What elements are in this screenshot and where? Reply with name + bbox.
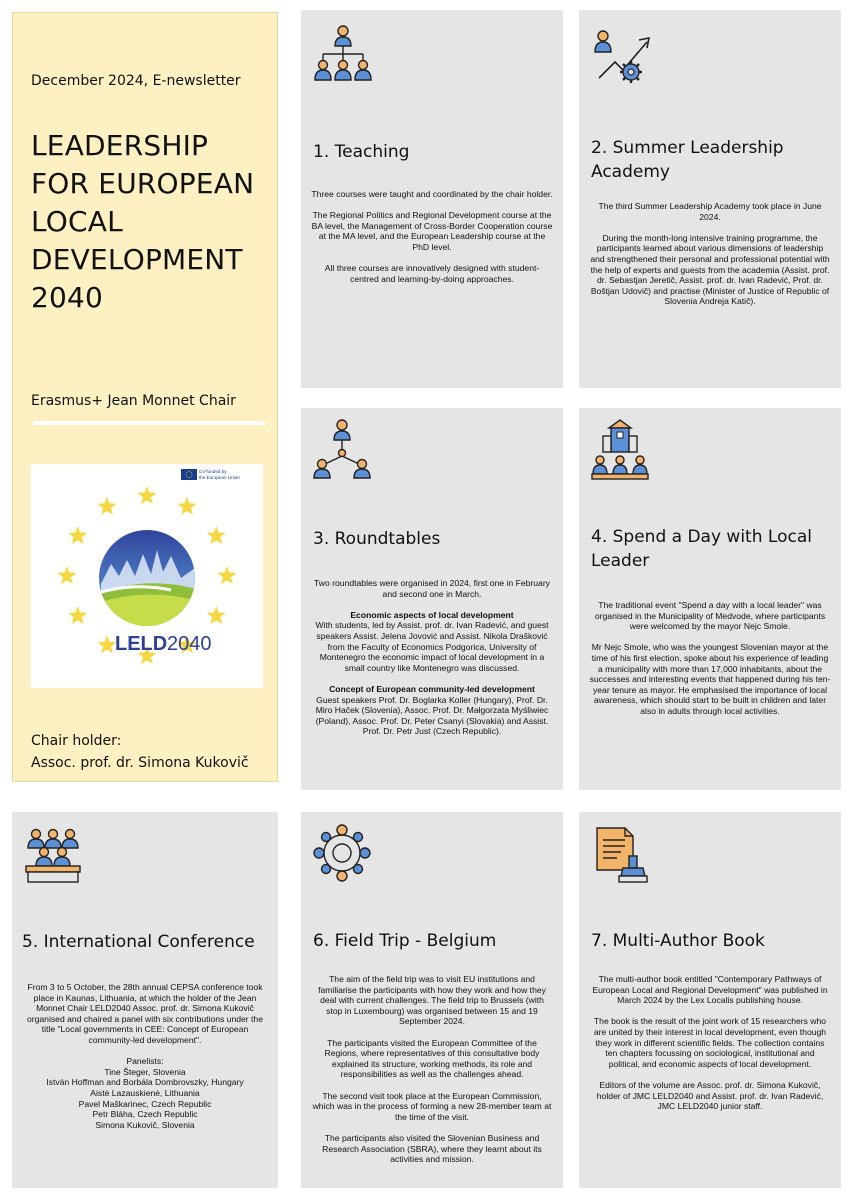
paragraph: The participants also visited the Slovenian Business and Research Association (SBRA), where they learnt about its activities and mission. — [322, 1132, 542, 1165]
city-emblem-icon — [91, 524, 211, 634]
card-title: 2. Summer Leadership Academy — [591, 138, 784, 182]
card-title: 6. Field Trip - Belgium — [313, 931, 497, 951]
card-title: 3. Roundtables — [313, 529, 441, 549]
growth-gear-icon — [593, 28, 655, 86]
star-icon — [177, 497, 196, 515]
eu-flag-icon — [181, 469, 197, 480]
conference-audience-icon — [24, 826, 82, 884]
logo-graphic — [31, 464, 263, 688]
paragraph: The Regional Politics and Regional Development course at the BA level, the Management of Cross-Border Cooperation course at the MA level, and the European Leadership course at the PhD level. — [311, 210, 553, 252]
paragraph: All three courses are innovatively designed with student-centred and learning-by-doing approaches. — [324, 263, 540, 284]
panelist-item: Simona Kukovič, Slovenia — [95, 1119, 195, 1130]
card-international-conference — [12, 812, 278, 1188]
card-body — [589, 974, 831, 1112]
card-body — [589, 201, 831, 307]
eu-funding-line1: Co-funded by — [199, 469, 227, 474]
paragraph: Three courses were taught and coordinated by the chair holder. — [311, 189, 553, 199]
newsletter-subtitle: Erasmus+ Jean Monnet Chair — [31, 393, 236, 409]
paragraph: From 3 to 5 October, the 28th annual CEPSA conference took place in Kaunas, Lithuania, at which the holder of the Jean Monnet Chair LELD2040 Assoc. prof. dr. Simona Kukovič organised and chaired a panel with six contributions under the title "Local governments in CEE: Concept of European community-led development". — [26, 982, 263, 1045]
document-stamp-icon — [593, 824, 651, 886]
panelist-item: Pavel Maškarinec, Czech Republic — [78, 1098, 212, 1109]
logo-wordmark-leld: LELD — [115, 633, 168, 655]
card-body — [311, 578, 553, 737]
chair-holder-label: Chair holder: — [31, 733, 122, 749]
section-heading: Economic aspects of local development — [350, 609, 514, 620]
card-title: 5. International Conference — [22, 932, 255, 952]
card-teaching — [301, 10, 563, 388]
star-icon — [137, 486, 156, 504]
star-icon — [68, 606, 87, 624]
paragraph: The third Summer Leadership Academy took place in June 2024. — [598, 201, 822, 222]
section — [311, 610, 553, 674]
circle-network-icon — [311, 822, 373, 884]
section — [311, 684, 553, 737]
card-summer-academy — [579, 10, 841, 388]
card-roundtables — [301, 408, 563, 790]
cover-panel — [12, 12, 278, 782]
network-people-icon — [313, 418, 371, 480]
card-title: 4. Spend a Day with Local Leader — [591, 527, 812, 571]
divider — [33, 421, 265, 425]
section-text: Guest speakers Prof. Dr. Boglarka Koller (Hungary), Prof. Dr. Miro Haček (Slovenia), Assoc. Prof. Dr. Małgorzata Myśliwiec (Poland), Assoc. Prof. Dr. Peter Csanyi (Slovakia) and Assist. Prof. Dr. Petr Just (Czech Republic). — [315, 694, 549, 737]
paragraph: Mr Nejc Smole, who was the youngest Slovenian mayor at the time of his first election, spoke about his experience of leading a municipality with more than 17,000 inhabitants, about the successes and interesting events that happened during his ten-year tenure as mayor. He emphasised the importance of local awareness, which should start to be built in children and later also in adults through local activities. — [589, 642, 831, 716]
panelist-item: Aistė Lazauskienė, Lithuania — [90, 1087, 200, 1098]
panelist-item: Tine Šteger, Slovenia — [104, 1066, 186, 1077]
paragraph: The traditional event "Spend a day with a local leader" was organised in the Municipality of Medvode, where participants were welcomed by the mayor Nejc Smole. — [594, 600, 826, 632]
star-icon — [217, 566, 236, 584]
paragraph: During the month-long intensive training programme, the participants learned about various dimensions of leadership and strengthened their personal and professional potential with the help of experts and guests from the academia (Assist. prof. dr. Sebastjan Jeretič, Assist. prof. dr. Ivan Radević, Prof. dr. Boštjan Udovič) and practise (Minister of Justice of Republic of Slovenia Andreja Katič). — [590, 232, 830, 307]
eu-funding-line2: the European Union — [199, 475, 240, 480]
paragraph: The multi-author book entitled "Contemporary Pathways of European Local and Regional Development" was published in March 2024 by the Lex Localis publishing house. — [592, 974, 828, 1006]
star-icon — [97, 635, 116, 653]
chair-holder — [31, 730, 249, 774]
card-local-leader — [579, 408, 841, 790]
panelist-item: István Hoffman and Borbála Dombrovszky, Hungary — [46, 1077, 244, 1088]
town-hall-people-icon — [591, 418, 649, 480]
leld2040-logo — [31, 464, 263, 688]
star-icon — [68, 526, 87, 544]
star-icon — [57, 566, 76, 584]
paragraph: The book is the result of the joint work of 15 researchers who are united by their interest in local development, even though they work in different scientific fields. The collection contains ten chapters focussing on sociological, institutional and political, and economic aspects of local development. — [593, 1016, 827, 1069]
paragraph: Editors of the volume are Assoc. prof. dr. Simona Kukovič, holder of JMC LELD2040 and Assist. prof. dr. Ivan Radević, JMC LELD2040 junior staff. — [596, 1079, 824, 1112]
section-heading: Concept of European community-led development — [329, 683, 535, 694]
newsletter-date: December 2024, E-newsletter — [31, 73, 241, 89]
chair-holder-name: Assoc. prof. dr. Simona Kukovič — [31, 755, 249, 771]
card-body — [20, 982, 270, 1130]
star-icon — [207, 526, 226, 544]
card-title: 1. Teaching — [313, 142, 410, 162]
paragraph: Two roundtables were organised in 2024, first one in February and second one in March. — [314, 578, 550, 599]
star-icon — [97, 497, 116, 515]
card-body — [589, 600, 831, 717]
logo-wordmark-year: 2040 — [167, 633, 212, 655]
team-hierarchy-icon — [313, 24, 373, 82]
paragraph: The second visit took place at the European Commission, which was in the process of forming a new 28-member team at the time of the visit. — [312, 1090, 552, 1122]
card-field-trip — [301, 812, 563, 1188]
card-title: 7. Multi-Author Book — [591, 931, 765, 951]
card-body — [311, 189, 553, 284]
paragraph: The participants visited the European Committee of the Regions, where representatives of this consultative body explained its structure, working methods, its role and responsibilities as well as the challenges ahead. — [324, 1037, 540, 1080]
card-body — [311, 974, 553, 1165]
panelist-item: Petr Bláha, Czech Republic — [92, 1109, 198, 1120]
star-icon — [207, 606, 226, 624]
paragraph: The aim of the field trip was to visit EU institutions and familiarise the participants with how they work and how they deal with current challenges. The field trip to Brussels (with stop in Luxembourg) was organised between 15 and 19 September 2024. — [318, 974, 546, 1027]
section-text: With students, led by Assist. prof. dr. Ivan Radević, and guest speakers Assist. Jelena Jovović and Assist. Nikola Drašković from the Faculty of Economics Podgorica, University of Montenegro the economic impact of local development in a small country like Montenegro was discussed. — [315, 620, 549, 673]
panelists-label: Panelists: — [126, 1056, 164, 1067]
newsletter-title: LEADERSHIP FOR EUROPEAN LOCAL DEVELOPMENT 2040 — [31, 129, 255, 314]
card-multi-author-book — [579, 812, 841, 1188]
